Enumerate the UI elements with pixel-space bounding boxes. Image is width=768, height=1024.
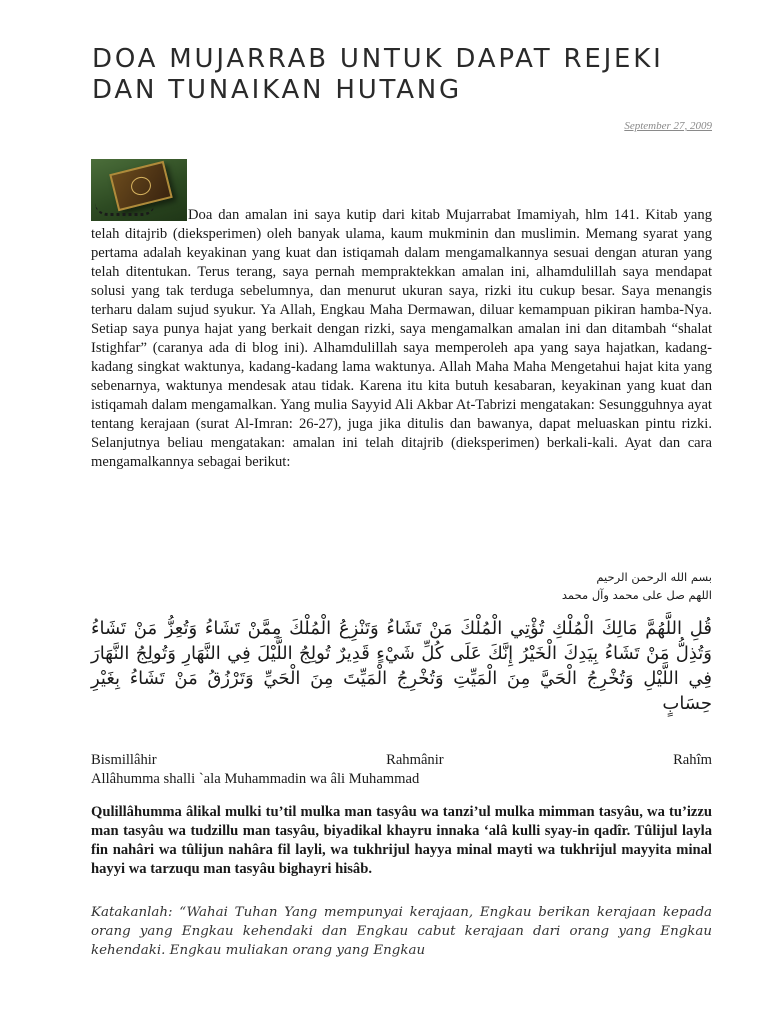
- arabic-ayat-text: قُلِ اللَّهُمَّ مَالِكَ الْمُلْكِ تُؤْتِي الْمُلْكَ مَنْ تَشَاءُ وَتَنْزِعُ الْمُلْكَ مِمَّنْ تَشَاءُ وَتُعِزُّ مَنْ تَشَاءُ وَتُذِلُّ مَنْ تَشَاءُ بِيَدِكَ الْخَيْرُ إِنَّكَ عَلَى كُلِّ شَيْءٍ قَدِيرٌ تُولِجُ اللَّيْلَ فِي النَّهَارِ وَتُولِجُ النَّهَارَ فِي اللَّيْلِ وَتُخْرِجُ الْحَيَّ مِنَ الْمَيِّتِ وَتُخْرِجُ الْمَيِّتَ مِنَ الْحَيِّ وَتَرْزُقُ مَنْ تَشَاءُ بِغَيْرِ حِسَابٍ: [91, 618, 712, 714]
- arabic-shalawat: اللهم صل على محمد وآل محمد: [561, 588, 712, 602]
- post-body-text: Doa dan amalan ini saya kutip dari kitab Mujarrabat Imamiyah, hlm 141. Kitab yang telah ditajrib (dieksperimen) oleh banyak ulama, kaum mukminin dan muslimin. Memang syarat yang pertama adalah keyakinan yang kuat dan istiqamah dalam mengamalkannya sesuai dengan aturan yang telah ditentukan. Terus terang, saya pernah mempraktekkan amalan ini, alhamdulillah saya mendapat solusi yang tak terduga sebelumnya, dan menurut ukuran saya, rizki itu cukup besar. Saya menangis terharu dalam sujud syukur. Ya Allah, Engkau Maha Dermawan, diluar kemampuan pikiran hamba-Nya. Setiap saya punya hajat yang berkait dengan rizki, saya mengamalkan amalan ini dan ditambah “shalat Istighfar” (caranya ada di blog ini). Alhamdulillah saya memperoleh apa yang saya hajatkan, kadang-kadang singkat waktunya, kadang-kadang lama waktunya. Allah Maha Maha Mengetahui hajat kita yang sebenarnya, waktunya mendesak atau tidak. Karena itu kita butuh kesabaran, keyakinan yang kuat dan istiqamah dalam mengamalkan. Yang mulia Sayyid Ali Akbar At-Tabrizi mengatakan: Sesungguhnya ayat tentang kerajaan (surat Al-Imran: 26-27), juga jika ditulis dan bawanya, dapat meluaskan pintu rizki. Selanjutnya beliau mengatakan: amalan ini telah ditajrib (dieksperimen) berkali-kali. Ayat dan cara mengamalkannya sebagai berikut:: [91, 207, 712, 470]
- basmala-latin-row: [91, 751, 712, 770]
- arabic-opening: [91, 568, 712, 604]
- basmala-word: Bismillâhir: [91, 752, 157, 768]
- arabic-basmala: بسم الله الرحمن الرحيم: [596, 570, 712, 584]
- ayat-translation: Katakanlah: “Wahai Tuhan Yang mempunyai kerajaan, Engkau berikan kerajaan kepada orang yang Engkau kehendaki dan Engkau cabut kerajaan dari orang yang Engkau kehendaki. Engkau muliakan orang yang Engkau: [91, 905, 712, 958]
- ayat-transliteration: Qulillâhumma âlikal mulki tu’til mulka man tasyâu wa tanzi’ul mulka mimman tasyâu, wa tu’izzu man tasyâu wa tudzillu man tasyâu, biyadikal khayru innaka ‘alâ kulli syay-in qadîr. Tûlijul layla fin nahâri wa tûlijun nahâra fil layli, wa tukhrijul hayya minal mayti wa tukhrijul mayyita minal hayyi wa tarzuqu man tasyâu bighayri hisâb.: [91, 804, 712, 877]
- post-title: DOA MUJARRAB UNTUK DAPAT REJEKI DAN TUNAIKAN HUTANG: [92, 44, 664, 105]
- shalawat-latin: Allâhumma shalli `ala Muhammadin wa âli Muhammad: [91, 771, 420, 787]
- post-body: [91, 206, 712, 472]
- post-date-link[interactable]: September 27, 2009: [624, 120, 712, 132]
- basmala-word: Rahîm: [673, 752, 712, 768]
- basmala-word: Rahmânir: [386, 752, 444, 768]
